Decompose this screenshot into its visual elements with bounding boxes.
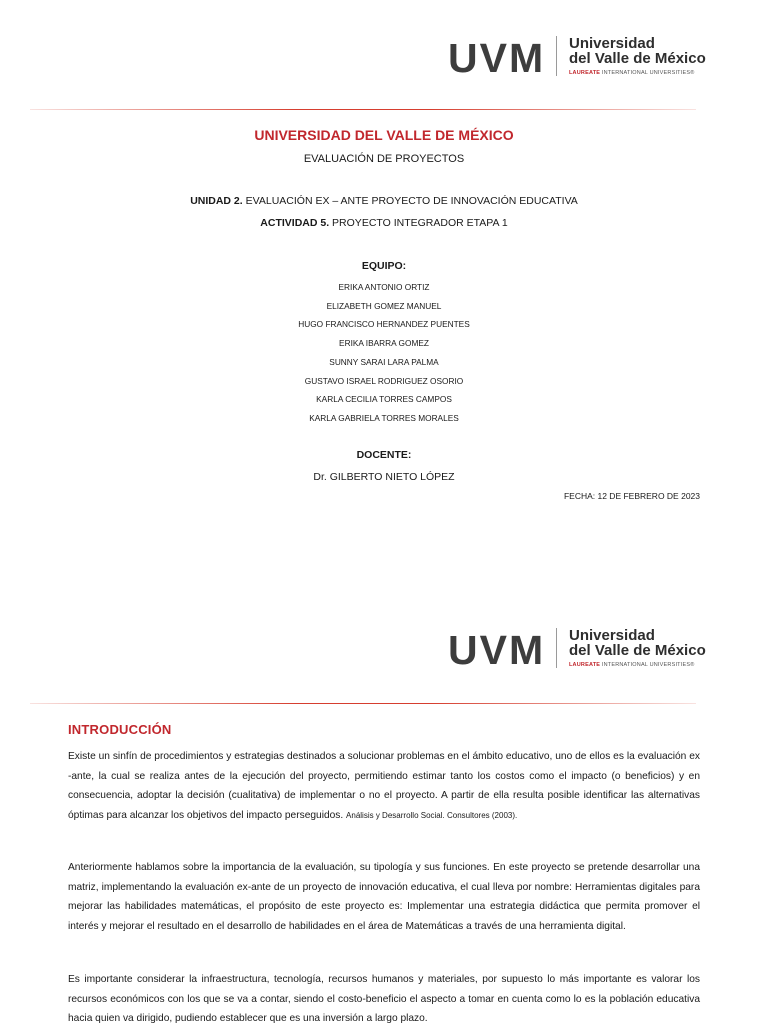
activity-text: PROYECTO INTEGRADOR ETAPA 1	[329, 217, 508, 229]
logo-tag-rest: INTERNATIONAL UNIVERSITIES®	[600, 70, 695, 76]
header-rule	[30, 109, 696, 110]
intro-paragraph-3: Es importante considerar la infraestructura, tecnología, recursos humanos y materiales, por supuesto lo más importante es valorar los recursos económicos con los que se va a contar, siendo el costo-beneficio el aspecto a tomar en cuenta como lo es la población educativa hacia quien va dirigido, pudiendo establecer que es una inversión a largo plazo.	[68, 974, 700, 1024]
logo-divider	[556, 628, 557, 668]
team-member: KARLA CECILIA TORRES CAMPOS	[316, 394, 452, 405]
team-member: SUNNY SARAI LARA PALMA	[329, 356, 439, 367]
logo-tag-rest: INTERNATIONAL UNIVERSITIES®	[600, 662, 695, 668]
intro-heading: INTRODUCCIÓN	[68, 722, 172, 737]
logo-name-line2: del Valle de México	[569, 642, 706, 659]
cover-title: UNIVERSIDAD DEL VALLE DE MÉXICO	[254, 127, 514, 143]
intro-p1-text: Existe un sinfín de procedimientos y estrategias destinados a solucionar problemas en el ámbito educativo, uno de ellos es la evaluación ex -ante, la cual se realiza antes de la ejecución del proyecto, permitiendo estimar tanto los costos como el impacto (o beneficios) y en consecuencia, adoptar la decisión (cualitativa) de implementar o no el proyecto. A partir de ella resulta posible identificar las alternativas óptimas para alcanzar los objetivos del impacto perseguidos.	[68, 751, 700, 821]
logo-tagline	[569, 70, 694, 77]
logo-name-line1: Universidad	[569, 35, 655, 52]
team-member: ERIKA ANTONIO ORTIZ	[338, 282, 430, 292]
teacher-label: DOCENTE:	[356, 449, 412, 461]
logo-tag-bold: LAUREATE	[569, 70, 601, 76]
logo-tag-bold: LAUREATE	[569, 662, 601, 668]
intro-paragraph-1	[68, 747, 700, 825]
logo-name-line2: del Valle de México	[569, 50, 706, 67]
team-label: EQUIPO:	[361, 260, 407, 272]
logo-divider	[556, 36, 557, 76]
cover-unit	[0, 195, 768, 207]
activity-label: ACTIVIDAD 5.	[260, 217, 330, 229]
logo-tagline	[569, 662, 694, 669]
intro-paragraph-2: Anteriormente hablamos sobre la importancia de la evaluación, su tipología y sus funciones. En este proyecto se pretende desarrollar una matriz, implementando la evaluación ex-ante de un proyecto de innovación educativa, el cual lleva por nombre: Herramientas digitales para mejorar las habilidades matemáticas, el propósito de este proyecto es: Implementar una estrategia didáctica que permita promover el interés y mejorar el resultado en el desarrollo de habilidades en el área de Matemáticas a través de una herramienta digital.	[68, 862, 700, 932]
team-member: ERIKA IBARRA GOMEZ	[339, 338, 429, 349]
cover-subject: EVALUACIÓN DE PROYECTOS	[303, 153, 465, 165]
cover-activity	[0, 217, 768, 229]
team-members	[0, 278, 768, 428]
team-member: ELIZABETH GOMEZ MANUEL	[326, 300, 442, 311]
teacher-name: Dr. GILBERTO NIETO LÓPEZ	[313, 471, 455, 483]
unit-label: UNIDAD 2.	[190, 195, 243, 207]
uvm-logo	[448, 36, 708, 80]
logo-name-line1: Universidad	[569, 627, 655, 644]
team-member: GUSTAVO ISRAEL RODRIGUEZ OSORIO	[304, 375, 464, 386]
cover-date: FECHA: 12 DE FEBRERO DE 2023	[563, 491, 700, 501]
intro-citation: Análisis y Desarrollo Social. Consultores (2003).	[346, 810, 518, 820]
uvm-logo	[448, 628, 708, 672]
unit-text: EVALUACIÓN EX – ANTE PROYECTO DE INNOVACIÓN EDUCATIVA	[242, 195, 578, 207]
logo-mark: UVM	[448, 627, 546, 673]
team-member: KARLA GABRIELA TORRES MORALES	[309, 412, 459, 423]
logo-mark: UVM	[448, 35, 546, 81]
header-rule	[30, 703, 696, 704]
team-member: HUGO FRANCISCO HERNANDEZ PUENTES	[298, 319, 470, 330]
